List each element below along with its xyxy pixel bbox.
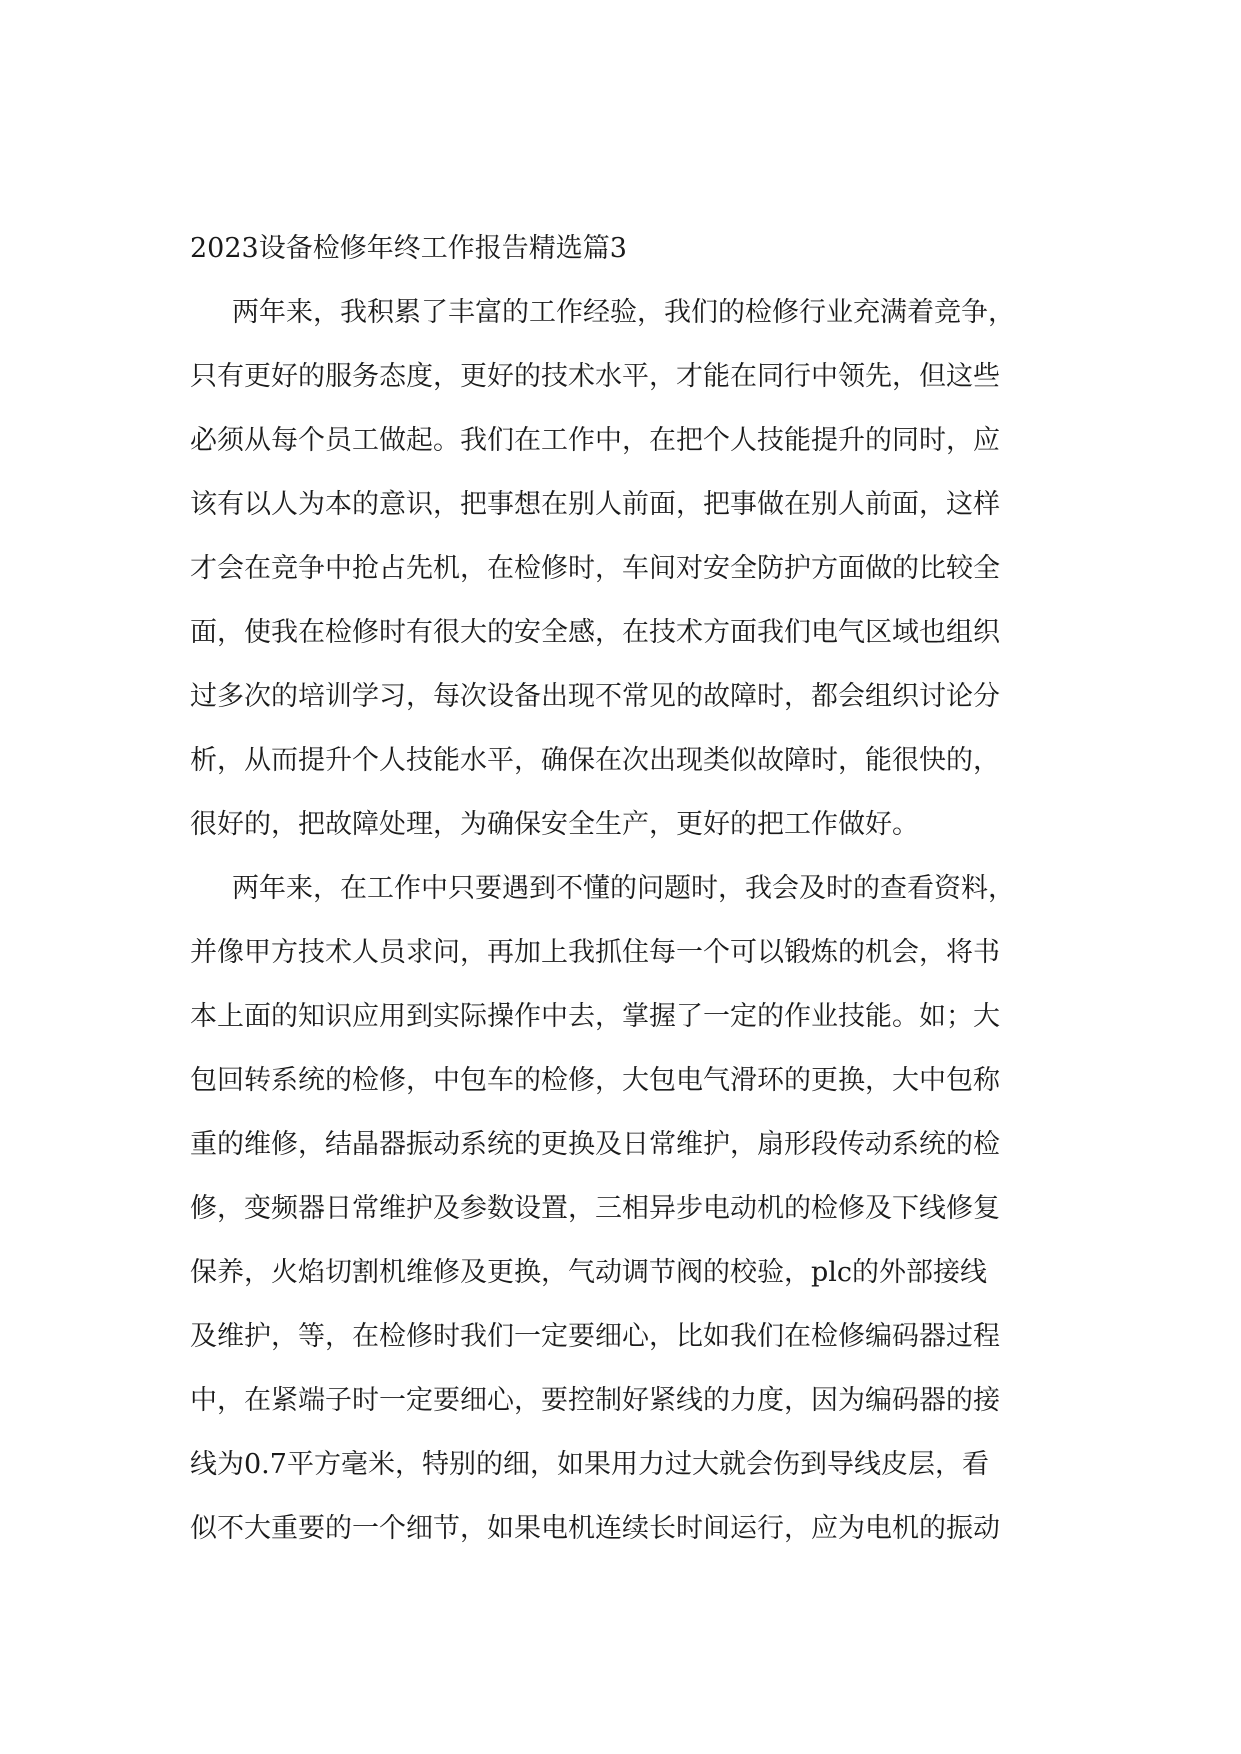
paragraph-1-line-5: 才会在竞争中抢占先机，在检修时，车间对安全防护方面做的比较全 — [190, 553, 1000, 584]
paragraph-2-line-4: 包回转系统的检修，中包车的检修，大包电气滑环的更换，大中包称 — [190, 1065, 1000, 1096]
paragraph-1-line-9: 很好的，把故障处理，为确保安全生产，更好的把工作做好。 — [190, 809, 919, 840]
document-title: 2023设备检修年终工作报告精选篇3 — [190, 233, 627, 264]
paragraph-1-line-8: 析，从而提升个人技能水平，确保在次出现类似故障时，能很快的， — [190, 745, 1000, 776]
paragraph-2-line-10: 线为0.7平方毫米，特别的细，如果用力过大就会伤到导线皮层，看 — [190, 1449, 989, 1480]
paragraph-2-line-6: 修，变频器日常维护及参数设置，三相异步电动机的检修及下线修复 — [190, 1193, 1000, 1224]
paragraph-2-line-8: 及维护，等，在检修时我们一定要细心，比如我们在检修编码器过程 — [190, 1321, 1000, 1352]
paragraph-2-line-7: 保养，火焰切割机维修及更换，气动调节阀的校验，plc的外部接线 — [190, 1257, 988, 1288]
paragraph-1-line-3: 必须从每个员工做起。我们在工作中，在把个人技能提升的同时，应 — [190, 425, 1000, 456]
paragraph-2-line-1: 两年来，在工作中只要遇到不懂的问题时，我会及时的查看资料， — [232, 873, 1015, 904]
paragraph-2-line-3: 本上面的知识应用到实际操作中去，掌握了一定的作业技能。如；大 — [190, 1001, 1000, 1032]
paragraph-2-line-9: 中，在紧端子时一定要细心，要控制好紧线的力度，因为编码器的接 — [190, 1385, 1000, 1416]
paragraph-1-line-4: 该有以人为本的意识，把事想在别人前面，把事做在别人前面，这样 — [190, 489, 1000, 520]
paragraph-1-line-6: 面，使我在检修时有很大的安全感，在技术方面我们电气区域也组织 — [190, 617, 1000, 648]
paragraph-2-line-2: 并像甲方技术人员求问，再加上我抓住每一个可以锻炼的机会，将书 — [190, 937, 1000, 968]
paragraph-2-line-11: 似不大重要的一个细节，如果电机连续长时间运行，应为电机的振动 — [190, 1513, 1000, 1544]
paragraph-1-line-2: 只有更好的服务态度，更好的技术水平，才能在同行中领先，但这些 — [190, 361, 1000, 392]
paragraph-1-line-7: 过多次的培训学习，每次设备出现不常见的故障时，都会组织讨论分 — [190, 681, 1000, 712]
paragraph-1-line-1: 两年来，我积累了丰富的工作经验，我们的检修行业充满着竞争， — [232, 297, 1015, 328]
paragraph-2-line-5: 重的维修，结晶器振动系统的更换及日常维护，扇形段传动系统的检 — [190, 1129, 1000, 1160]
